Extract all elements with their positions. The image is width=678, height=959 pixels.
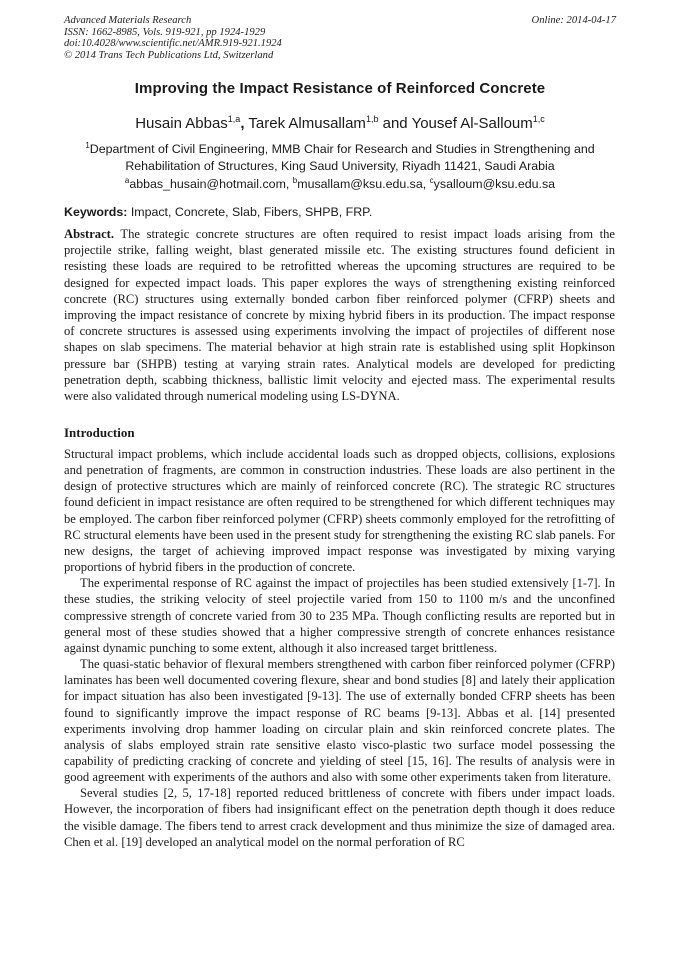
author-separator: , bbox=[240, 115, 245, 132]
author-name: Yousef Al-Salloum bbox=[411, 115, 533, 132]
email-mark: c bbox=[429, 176, 434, 185]
paragraph: Several studies [2, 5, 17-18] reported reduced brittleness of concrete with fibers under impact loads. However, the incorporation of fibers had insignificant effect on the penetration depth though it does reduce the visible damage. The fibers tend to arrest crack development and thus minimize the size of damaged area. Chen et al. [19] developed an analytical model on the normal perforation of RC bbox=[64, 786, 615, 849]
abstract-label: Abstract. bbox=[64, 227, 115, 241]
journal-copyright: © 2014 Trans Tech Publications Ltd, Switzerland bbox=[64, 49, 274, 61]
author-emails bbox=[64, 176, 616, 191]
paragraph: Structural impact problems, which include accidental loads such as dropped objects, collisions, explosions and penetration of fragments, are common in construction industries. These loads are also pertinent in the design of protective structures which are mainly of reinforced concrete (RC). The strategic RC structures found deficient in impact resistance are often required to be strengthened for which different techniques may be employed. The carbon fiber reinforced polymer (CFRP) sheets commonly employed for the retrofitting of RC structural elements have been used in the present study for strengthening the existing RC slab panels. For new designs, the target of achieving improved impact response was investigated by mixing varying proportions of hybrid fibers in the production of concrete. bbox=[64, 447, 615, 575]
email-address[interactable]: abbas_husain@hotmail.com bbox=[129, 177, 286, 191]
author-name: Tarek Almusallam bbox=[248, 115, 366, 132]
email-separator: , bbox=[422, 177, 430, 191]
author-affiliation-mark: 1,c bbox=[532, 114, 545, 124]
affiliation-line: Rehabilitation of Structures, King Saud University, Riyadh 11421, Saudi Arabia bbox=[125, 158, 555, 173]
author-conjunction: and bbox=[382, 115, 408, 132]
abstract-text: The strategic concrete structures are often required to resist impact loads arising from the projectile strike, falling weight, blast generated missile etc. The existing structures found deficient in resisting these loads are required to be retrofitted whereas the upcoming structures are required to be designed for expected impact loads. This paper explores the ways of strengthening existing reinforced concrete (RC) structures using externally bonded carbon fiber reinforced polymer (CFRP) sheets and improving the impact resistance of concrete by mixing hybrid fibers in its production. The impact response of concrete structures is assessed using experiments involving the impact of projectiles of different nose shapes on slab specimens. The material behavior at high strain rate is established using split Hopkinson pressure bar (SHPB) testing at varying strain rates. Analytical models are developed for predicting penetration depth, scabbing thickness, ballistic limit velocity and ejected mass. The experimental results were also validated through numerical modeling using LS-DYNA. bbox=[64, 227, 615, 404]
keywords bbox=[64, 205, 616, 219]
email-mark: b bbox=[292, 176, 298, 185]
section-heading-introduction: Introduction bbox=[64, 425, 135, 440]
keywords-text: Impact, Concrete, Slab, Fibers, SHPB, FRP. bbox=[130, 205, 373, 219]
journal-name: Advanced Materials Research bbox=[64, 15, 192, 26]
introduction-body bbox=[64, 446, 615, 850]
affiliation bbox=[64, 138, 616, 174]
journal-issn: ISSN: 1662-8985, Vols. 919-921, pp 1924-1929 bbox=[64, 26, 266, 38]
paragraph: The experimental response of RC against the impact of projectiles has been studied extensively [1-7]. In these studies, the striking velocity of steel projectile varied from 150 to 1100 m/s and the unconfined compressive strength of concrete varied from 30 to 235 MPa. Though conflicting results are reported but in general most of these studies showed that a higher compressive strength of concrete enhances resistance against dynamic punching to some extent, although it also increased target brittleness. bbox=[64, 576, 615, 655]
author-affiliation-mark: 1,b bbox=[365, 114, 379, 124]
keywords-label: Keywords: bbox=[64, 205, 128, 219]
author-name: Husain Abbas bbox=[135, 115, 228, 132]
affiliation-line: Department of Civil Engineering, MMB Chair for Research and Studies in Strengthening and bbox=[89, 142, 595, 156]
email-address[interactable]: ysalloum@ksu.edu.sa bbox=[433, 177, 556, 191]
journal-doi: doi:10.4028/www.scientific.net/AMR.919-921.1924 bbox=[64, 38, 282, 50]
abstract bbox=[64, 226, 615, 404]
author-affiliation-mark: 1,a bbox=[227, 114, 241, 124]
paper-title: Improving the Impact Resistance of Reinforced Concrete bbox=[134, 80, 546, 97]
author-list bbox=[64, 114, 616, 132]
paragraph: The quasi-static behavior of flexural members strengthened with carbon fiber reinforced polymer (CFRP) laminates has been well documented covering flexure, shear and bond studies [8] and lately their application for impact situation has also been investigated [9-13]. The use of externally bonded CFRP sheets has been found to significantly improve the impact response of RC beams [9-13]. Abbas et al. [14] presented experiments involving drop hammer loading on circular plain and skin reinforced concrete plates. The analysis of slabs employed strain rate sensitive elasto visco-plastic two surface model possessing the capability of predicting cracking of concrete and yielding of steel [15, 16]. The results of analysis were in good agreement with experiments of the authors and also with some other experiments taken from literature. bbox=[64, 657, 615, 785]
email-address[interactable]: musallam@ksu.edu.sa bbox=[297, 177, 423, 191]
online-date: Online: 2014-04-17 bbox=[531, 15, 616, 26]
email-separator: , bbox=[285, 177, 293, 191]
email-mark: a bbox=[124, 176, 130, 185]
journal-header bbox=[64, 15, 616, 61]
affiliation-mark: 1 bbox=[85, 141, 90, 150]
